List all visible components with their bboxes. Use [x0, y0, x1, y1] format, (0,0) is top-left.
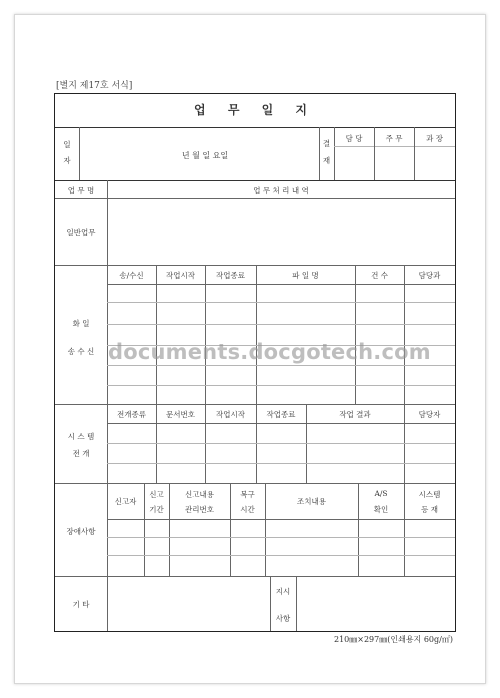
approval-label-2: 재: [322, 156, 331, 165]
etc-label: 기 타: [72, 600, 90, 609]
table-rule: [205, 265, 206, 404]
work-detail-label: 업 무 처 리 내 역: [253, 186, 309, 195]
table-rule: [107, 180, 108, 631]
instruction-label-2: 사항: [275, 614, 291, 623]
table-rule: [79, 127, 80, 180]
approver-manager: 주 무: [385, 134, 403, 143]
col-person-in-charge: 담당자: [418, 410, 441, 419]
col-file-start: 작업시작: [166, 271, 195, 280]
col-deploy-end: 작업종료: [266, 410, 296, 419]
table-rule: [55, 483, 455, 484]
col-department: 담당과: [418, 271, 441, 280]
table-rule: [107, 463, 455, 464]
table-rule: [334, 146, 455, 147]
paper-size-note: 210㎜×297㎜(인쇄용지 60g/㎡): [334, 635, 453, 644]
date-field[interactable]: 년 월 일 요일: [181, 151, 229, 160]
table-rule: [55, 198, 455, 199]
table-rule: [55, 265, 455, 266]
col-file-end: 작업종료: [216, 271, 245, 280]
date-label-1: 일: [63, 140, 71, 149]
general-work-label: 일반업무: [66, 228, 96, 237]
col-report-period-1: 신고: [149, 490, 164, 499]
col-report-period-2: 기간: [149, 505, 164, 514]
instruction-label-1: 지시: [275, 587, 291, 596]
col-system-register-2: 등 재: [421, 505, 438, 514]
work-name-label: 업 무 명: [67, 186, 95, 195]
table-rule: [107, 519, 455, 520]
col-as-confirm-2: 확인: [373, 505, 389, 514]
col-as-confirm-1: A/S: [374, 489, 388, 498]
table-rule: [256, 265, 257, 404]
approver-chief: 과 장: [426, 134, 443, 143]
table-rule: [355, 265, 356, 404]
col-recovery-time-2: 시간: [240, 505, 255, 514]
table-rule: [107, 385, 455, 386]
date-label-2: 자: [63, 156, 71, 165]
col-report-content-2: 관리번호: [185, 505, 214, 514]
table-rule: [107, 555, 455, 556]
watermark: documents.docgotech.com: [108, 340, 431, 364]
table-rule: [296, 576, 297, 631]
table-rule: [107, 423, 455, 424]
approval-label-1: 결: [322, 139, 331, 148]
approver-staff: 담 당: [345, 134, 363, 143]
form-caption: [별지 제17호 서식]: [56, 81, 133, 91]
col-deploy-result: 작업 결과: [339, 410, 371, 419]
col-recovery-time-1: 복구: [240, 490, 255, 499]
file-transfer-label-2: 송 수 신: [67, 347, 95, 356]
system-deploy-label-1: 시 스 템: [67, 432, 95, 441]
table-rule: [404, 265, 405, 404]
table-rule: [107, 324, 455, 325]
col-deploy-start: 작업시작: [216, 410, 245, 419]
table-rule: [55, 404, 455, 405]
table-rule: [55, 180, 455, 181]
file-transfer-label-1: 화 일: [72, 319, 90, 328]
failure-label: 장애사항: [66, 527, 96, 536]
system-deploy-label-2: 전 개: [72, 449, 90, 458]
col-action-taken: 조치내용: [297, 497, 326, 506]
table-rule: [107, 302, 455, 303]
table-rule: [107, 443, 455, 444]
table-rule: [107, 365, 455, 366]
col-reporter: 신고자: [114, 497, 137, 506]
col-send-receive: 송/수신: [119, 271, 144, 280]
table-rule: [107, 537, 455, 538]
col-file-name: 파 일 명: [292, 271, 319, 280]
col-report-content-1: 신고내용: [185, 490, 214, 499]
form-title: 업 무 일 지: [55, 94, 455, 128]
table-rule: [107, 284, 455, 285]
table-rule: [55, 576, 455, 577]
table-rule: [156, 265, 157, 404]
col-system-register-1: 시스템: [418, 490, 441, 499]
table-rule: [319, 127, 320, 180]
col-count: 건 수: [371, 271, 388, 280]
col-deploy-type: 전개종류: [117, 410, 146, 419]
col-doc-number: 문서번호: [166, 410, 195, 419]
